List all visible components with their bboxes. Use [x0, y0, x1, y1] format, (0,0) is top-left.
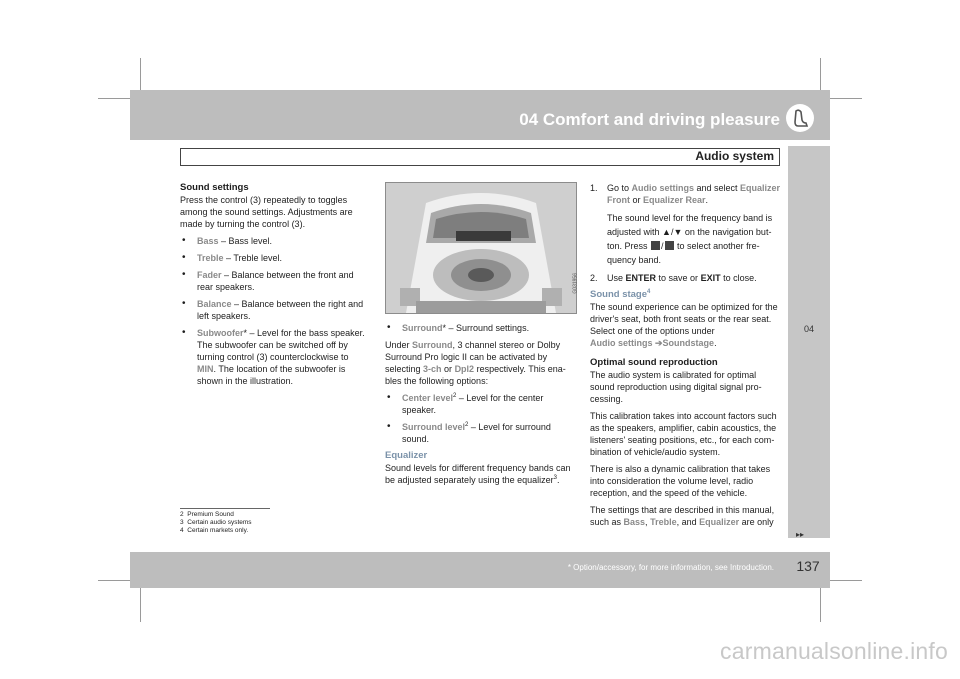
- left-right-arrow-icon: /: [650, 241, 675, 251]
- list-item: • Treble – Treble level.: [180, 252, 370, 264]
- footnote: 2 Premium Sound: [180, 511, 234, 518]
- footnote-rule: [180, 508, 270, 509]
- list-item: • Surround level$^2$ – Level for surround sound.: [385, 421, 575, 445]
- section-title-box: [180, 148, 780, 166]
- continued-marker-icon: ▸▸: [796, 530, 805, 539]
- footnote: 3 Certain audio systems: [180, 519, 252, 526]
- step-1: 1. Go to Audio settings and select Equalizer Front or Equalizer Rear. The sound level for the frequency band is adjusted with ▲/▼ on the navigation button. Press / to select another frequency band.: [590, 183, 781, 265]
- footnotes: [180, 511, 252, 535]
- column-equalizer-steps: [590, 182, 782, 533]
- list-item: • Bass – Bass level.: [180, 235, 370, 247]
- footer-note: * Option/accessory, for more information, see Introduction.: [567, 563, 774, 572]
- list-item: • Balance – Balance between the right and left speakers.: [180, 298, 370, 322]
- cargo-area-photo: [386, 183, 576, 313]
- paragraph-sound-stage: The sound experience can be optimized for the driver's seat, both front seats or the rear seat. Select one of the options under Audio settings ➔Soundstage.: [590, 302, 778, 348]
- chapter-tab-number: 04: [803, 324, 814, 334]
- list-item-surround: • Surround* – Surround settings.: [385, 322, 575, 334]
- section-title: Audio system: [695, 149, 774, 163]
- paragraph-equalizer: Sound levels for different frequency bands can be adjusted separately using the equalizer$^3$.: [385, 463, 571, 485]
- paragraph-optimal-4: The settings that are described in this manual, such as Bass, Treble, and Equalizer are only: [590, 505, 775, 527]
- watermark: carmanualsonline.info: [720, 638, 948, 664]
- footnote: 4 Certain markets only.: [180, 527, 249, 534]
- paragraph-optimal-2: This calibration takes into account factors such as the speakers, amplifier, cabin acoustics, the listeners' seating positions, etc., for each combination of vehicle/audio system.: [590, 411, 777, 457]
- arrow-right-icon: ➔: [652, 338, 663, 348]
- list-item-subwoofer: • Subwoofer* – Level for the bass speaker. The subwoofer can be switched off by turning control (3) counterclockwise to MIN. The location of the subwoofer is shown in the illustration.: [180, 327, 370, 387]
- image-code: G031956: [573, 273, 579, 294]
- heading-optimal-sound: Optimal sound reproduction: [590, 357, 718, 368]
- paragraph-optimal-1: The audio system is calibrated for optimal sound reproduction using digital signal processing.: [590, 370, 762, 404]
- paragraph-intro: Press the control (3) repeatedly to toggles among the sound settings. Adjustments are made by turning the control (3).: [180, 195, 353, 229]
- column-surround: [385, 322, 575, 491]
- paragraph-surround-modes: Under Surround, 3 channel stereo or Dolby Surround Pro logic II can be activated by selecting 3-ch or Dpl2 respectively. This enables the following options:: [385, 340, 566, 386]
- heading-equalizer: Equalizer: [385, 450, 428, 461]
- heading-sound-stage: Sound stage$^4$: [590, 288, 651, 300]
- cargo-area-illustration: [385, 182, 577, 314]
- heading-sound-settings: Sound settings: [180, 182, 249, 193]
- up-down-arrow-icon: ▲/▼: [662, 227, 683, 237]
- page-number: 137: [796, 558, 820, 574]
- seat-comfort-icon: [786, 104, 814, 132]
- chapter-side-tab: [788, 146, 830, 538]
- column-sound-settings: [180, 182, 370, 392]
- step-2: 2. Use ENTER to save or EXIT to close.: [590, 273, 757, 283]
- paragraph-optimal-3: There is also a dynamic calibration that takes into consideration the volume level, radio reception, and the speed of the vehicle.: [590, 464, 771, 498]
- list-item: • Fader – Balance between the front and rear speakers.: [180, 269, 370, 293]
- list-item: • Center level$^2$ – Level for the center speaker.: [385, 392, 575, 416]
- chapter-title: 04 Comfort and driving pleasure: [519, 110, 780, 129]
